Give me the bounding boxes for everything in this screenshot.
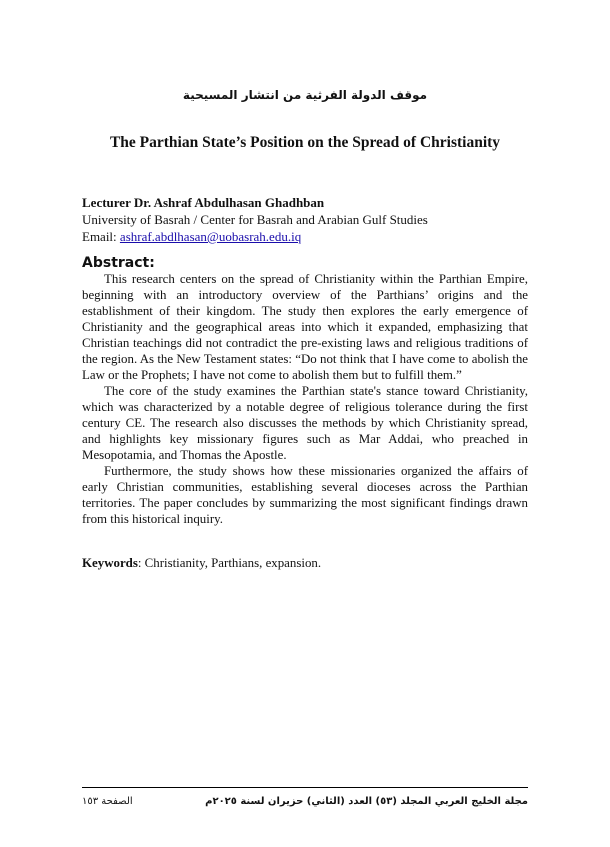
paper-title: The Parthian State’s Position on the Spread of Christianity [109, 134, 501, 151]
running-header: موقف الدولة الفرثية من انتشار المسيحية [182, 88, 428, 102]
abstract-body [82, 271, 528, 527]
author-email-line [82, 228, 528, 245]
abstract-paragraph: Furthermore, the study shows how these missionaries organized the affairs of early Christian communities, establishing several dioceses across the Parthian territories. The paper concludes by summarizing the most significant findings drawn from this historical inquiry. [82, 464, 528, 526]
email-label: Email: [82, 229, 117, 244]
abstract-paragraph: This research centers on the spread of Christianity within the Parthian Empire, beginning with an introductory overview of the Parthians’ origins and the establishment of their kingdom. The study then explores the early emergence of Christianity and the geographical areas into which it expanded, emphasizing that Christian teachings did not contradict the pre-existing laws and religious traditions of the region. As the New Testament states: “Do not think that I have come to abolish the Law or the Prophets; I have not come to abolish them but to fulfill them.” [82, 272, 528, 382]
footer-journal: مجلة الخليج العربي المجلد (٥٣) العدد (الثاني) حزيران لسنة ٢٠٢٥م [205, 796, 528, 807]
author-affiliation: University of Basrah / Center for Basrah and Arabian Gulf Studies [82, 212, 428, 227]
keywords-line [82, 556, 528, 571]
keywords-label: Keywords [82, 556, 138, 570]
abstract-paragraph: The core of the study examines the Parthian state's stance toward Christianity, which was characterized by a notable degree of religious tolerance during the first century CE. The research also discusses the methods by which Christianity spread, and highlights key missionary figures such as Mar Addai, who preached in Mesopotamia, and Thomas the Apostle. [82, 384, 528, 462]
author-block [82, 194, 528, 245]
keywords-value: : Christianity, Parthians, expansion. [137, 556, 322, 570]
footer-divider [82, 787, 528, 788]
author-name: Lecturer Dr. Ashraf Abdulhasan Ghadhban [82, 195, 325, 210]
abstract-heading: Abstract: [82, 255, 155, 271]
email-link[interactable]: ashraf.abdlhasan@uobasrah.edu.iq [119, 229, 302, 244]
footer-page-number: الصفحة ١٥٣ [82, 796, 133, 807]
